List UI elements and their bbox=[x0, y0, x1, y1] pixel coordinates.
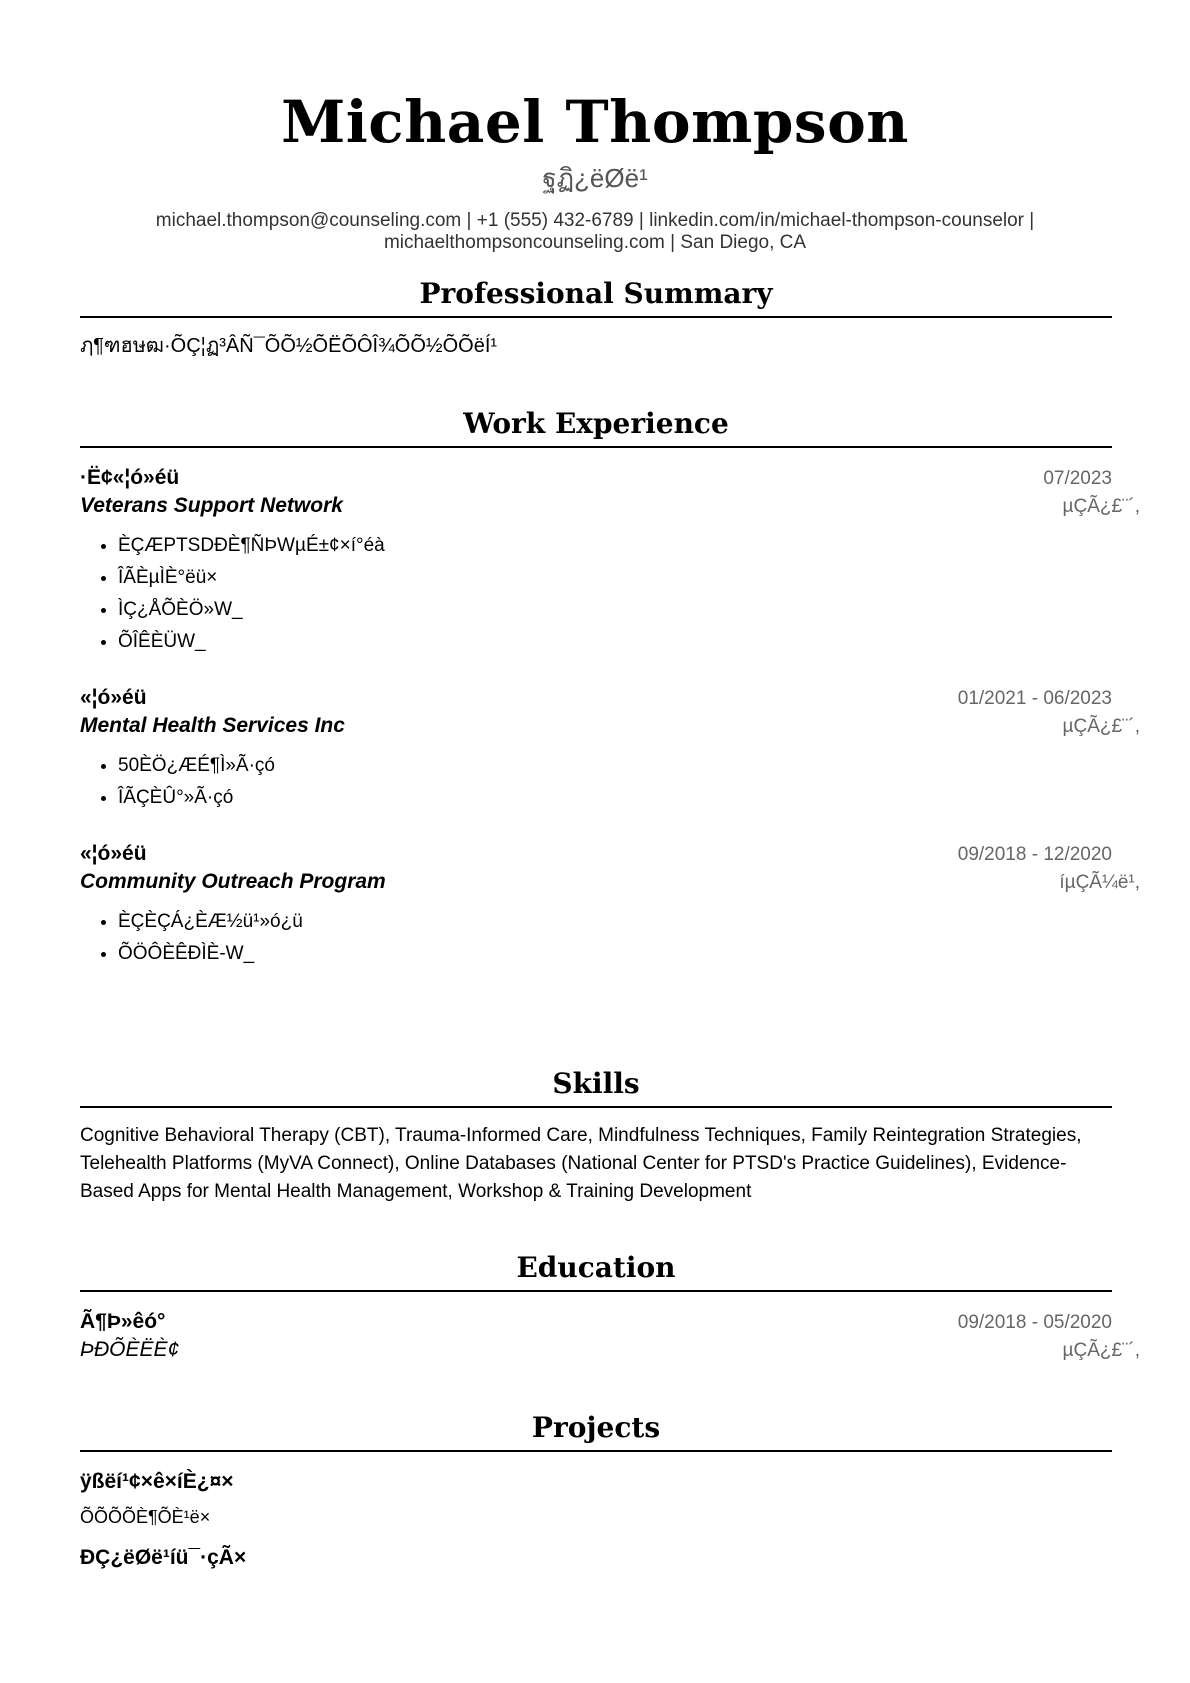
candidate-name: Michael Thompson bbox=[281, 88, 909, 156]
education-entry bbox=[80, 1308, 1140, 1364]
projects-heading: Projects bbox=[80, 1410, 1112, 1452]
job-bullet: • ÈÇÈÇÁ¿ÈÆ½ü¹»ó¿ü bbox=[118, 906, 1112, 938]
job-dates: 07/2023 bbox=[1043, 468, 1112, 489]
job-bullet: • ÎÃÈµÌÈ°ëü× bbox=[118, 562, 1112, 594]
job-title: «¦ó»éü bbox=[80, 842, 147, 865]
degree-title: Ã¶Þ»êó° bbox=[80, 1310, 166, 1333]
job-organization: Veterans Support Network bbox=[80, 494, 343, 517]
job-bullet: • ÕÖÔÈÊÐÌÈ-W_ bbox=[118, 938, 1112, 970]
job-bullet: • ÕÎÊÈÜW_ bbox=[118, 626, 1112, 658]
school-name: ÞÐÕÈËÈ¢ bbox=[80, 1338, 180, 1361]
job-bullet: • ÈÇÆPTSDÐÈ¶ÑÞWµÉ±¢×í°éà bbox=[118, 530, 1112, 562]
summary-section bbox=[80, 276, 1112, 358]
project-entry bbox=[80, 1544, 1112, 1572]
job-location: µÇÃ¿£¨´, bbox=[1062, 496, 1140, 517]
contact-info bbox=[115, 210, 1075, 254]
job-bullet: • ÌÇ¿ÅÕÈÖ»W_ bbox=[118, 594, 1112, 626]
experience-section bbox=[80, 406, 1140, 970]
job-location: µÇÃ¿£¨´, bbox=[1062, 716, 1140, 737]
job-entry bbox=[80, 464, 1140, 658]
skills-section bbox=[80, 1066, 1112, 1206]
education-heading: Education bbox=[80, 1250, 1112, 1292]
candidate-subtitle: ฐฏิ¿ëØë¹ bbox=[542, 163, 648, 193]
projects-section bbox=[80, 1410, 1112, 1572]
contact-line-2: michaelthompsoncounseling.com | San Diego, CA bbox=[383, 232, 807, 253]
project-entry bbox=[80, 1468, 1112, 1530]
project-description: ÕÕÕÕÈ¶ÕÈ¹ë× bbox=[80, 1507, 211, 1527]
education-dates: 09/2018 - 05/2020 bbox=[957, 1312, 1112, 1333]
project-title: ÐÇ¿ëØë¹íü¯·çÃ× bbox=[80, 1546, 247, 1569]
job-entry bbox=[80, 684, 1140, 814]
resume-header bbox=[0, 0, 1190, 254]
job-bullets bbox=[80, 750, 1112, 814]
job-title: «¦ó»éü bbox=[80, 686, 147, 709]
education-location: µÇÃ¿£¨´, bbox=[1062, 1340, 1140, 1361]
education-section bbox=[80, 1250, 1140, 1364]
job-bullet: • 50ÈÖ¿ÆÉ¶Ì»Ã·çó bbox=[118, 750, 1112, 782]
summary-text: ฦ¶ฑฮษฒ·ÕÇ¦ฏ³ÂÑ¯ÕÕ½ÕËÕÔÎ¾ÕÕ½ÕÕëÍ¹ bbox=[80, 335, 498, 357]
experience-heading: Work Experience bbox=[80, 406, 1112, 448]
summary-heading: Professional Summary bbox=[80, 276, 1112, 318]
job-organization: Mental Health Services Inc bbox=[80, 714, 345, 737]
job-title: ·Ë¢«¦ó»éü bbox=[80, 466, 180, 489]
job-location: íµÇÃ¼ë¹, bbox=[1059, 872, 1140, 893]
skills-text: Cognitive Behavioral Therapy (CBT), Trauma-Informed Care, Mindfulness Techniques, Family Reintegration Strategies, Telehealth Platforms (MyVA Connect), Online Databases (National Center for PTSD's Practice Guidelines), Evidence-Based Apps for Mental Health Management, Workshop & Training Development bbox=[80, 1125, 1082, 1202]
job-bullets bbox=[80, 906, 1112, 970]
project-title: ÿßëí¹¢×ê×íÈ¿¤× bbox=[80, 1470, 234, 1493]
job-dates: 09/2018 - 12/2020 bbox=[957, 844, 1112, 865]
job-organization: Community Outreach Program bbox=[80, 870, 386, 893]
job-entry bbox=[80, 840, 1140, 970]
job-dates: 01/2021 - 06/2023 bbox=[957, 688, 1112, 709]
contact-line-1: michael.thompson@counseling.com | +1 (555) 432-6789 | linkedin.com/in/michael-thompson-counselor | bbox=[155, 210, 1035, 231]
skills-heading: Skills bbox=[80, 1066, 1112, 1108]
job-bullets bbox=[80, 530, 1112, 658]
job-bullet: • ÎÃÇÈÛ°»Ã·çó bbox=[118, 782, 1112, 814]
